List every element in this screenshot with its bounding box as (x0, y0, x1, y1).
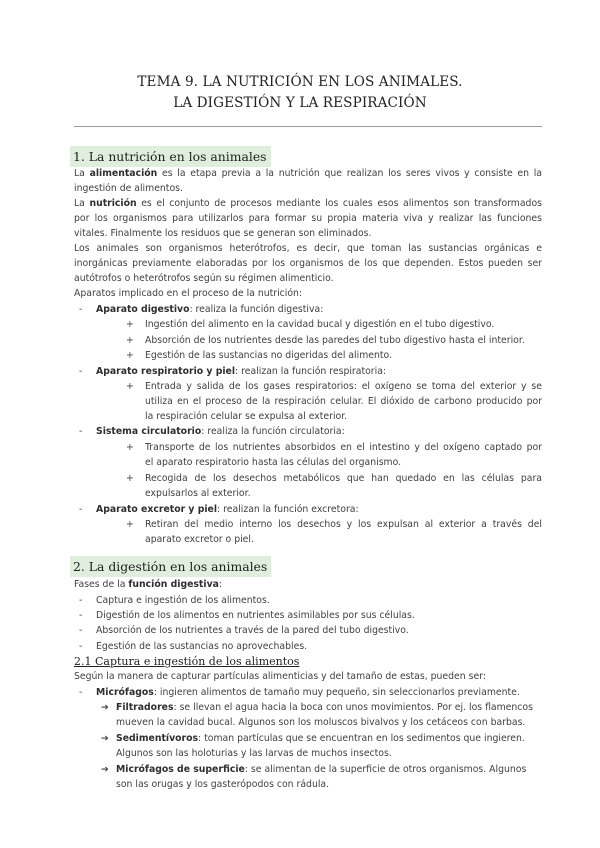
bullet-dash: - (79, 595, 83, 606)
list-item-sistema-circulatorio: Sistema circulatorio: realiza la función circulatoria: (96, 426, 345, 437)
paragraph-aparatos-intro: Aparatos implicado en el proceso de la nutrición: (74, 288, 303, 299)
list-item-digestivo-1: Ingestión del alimento en la cavidad bucal y digestión en el tubo digestivo. (145, 319, 495, 330)
list-item-microfagos: Micrófagos: ingieren alimentos de tamaño muy pequeño, sin seleccionarlos previamente. (96, 687, 520, 698)
list-item-fase-3: Absorción de los nutrientes a través de la pared del tubo digestivo. (96, 625, 409, 636)
arrow-bullet-icon: ➔ (101, 764, 109, 775)
bullet-plus: + (126, 442, 134, 453)
list-item-excretor-1-line-2: aparato excretor o piel. (145, 534, 254, 545)
arrow-bullet-icon: ➔ (101, 733, 109, 744)
bullet-dash: - (79, 426, 83, 437)
bullet-dash: - (79, 304, 83, 315)
list-item-respiratorio-1-line-1: Entrada y salida de los gases respiratorios: el oxígeno se toma del exterior y se (145, 381, 542, 392)
bullet-plus: + (126, 381, 134, 392)
list-item-digestivo-2: Absorción de los nutrientes desde las paredes del tubo digestivo hasta el interior. (145, 335, 525, 346)
list-item-filtradores-line-1: Filtradores: se llevan el agua hacia la boca con unos movimientos. Por ej. los flamencos (116, 702, 533, 713)
list-item-respiratorio-1-line-2: utiliza en el proceso de la respiración celular. El dióxido de carbono producido por (145, 396, 542, 407)
list-item-digestivo-3: Egestión de las sustancias no digeridas del alimento. (145, 350, 393, 361)
subsection-2-1-heading: 2.1 Captura e ingestión de los alimentos (74, 655, 300, 668)
bullet-dash: - (79, 625, 83, 636)
bullet-dash: - (79, 610, 83, 621)
list-item-superficie-line-1: Micrófagos de superficie: se alimentan de la superficie de otros organismos. Algunos (116, 764, 527, 775)
list-item-aparato-digestivo: Aparato digestivo: realiza la función digestiva: (96, 304, 324, 315)
title-divider (74, 126, 542, 127)
list-item-filtradores-line-2: mueven la cavidad bucal. Algunos son los moluscos bivalvos y los cetáceos con barbas. (116, 717, 526, 728)
list-item-sedimentivoros-line-2: Algunos son las holoturias y las larvas de muchos insectos. (116, 748, 392, 759)
paragraph-alimentacion-line-1: La alimentación es la etapa previa a la nutrición que realizan los seres vivos y consiste en la (74, 168, 542, 179)
paragraph-nutricion-line-2: por los organismos para utilizarlos para formar su propia materia viva y realizar las funciones (74, 213, 542, 224)
list-item-fase-1: Captura e ingestión de los alimentos. (96, 595, 270, 606)
list-item-aparato-excretor: Aparato excretor y piel: realizan la función excretora: (96, 504, 359, 515)
list-item-fase-4: Egestión de las sustancias no aprovechables. (96, 641, 308, 652)
section-2-heading: 2. La digestión en los animales (70, 556, 271, 577)
paragraph-captura-intro: Según la manera de capturar partículas alimenticias y del tamaño de estas, pueden ser: (74, 671, 486, 682)
bullet-plus: + (126, 335, 134, 346)
bullet-plus: + (126, 350, 134, 361)
paragraph-heterotrofos-line-3: autótrofos o heterótrofos según su régimen alimenticio. (74, 273, 334, 284)
bullet-plus: + (126, 519, 134, 530)
list-item-circulatorio-2-line-1: Recogida de los desechos metabólicos que han quedado en las células para (145, 473, 542, 484)
document-title-line-2: LA DIGESTIÓN Y LA RESPIRACIÓN (173, 95, 427, 111)
bullet-dash: - (79, 641, 83, 652)
bullet-dash: - (79, 366, 83, 377)
paragraph-fases-intro: Fases de la función digestiva: (74, 579, 223, 590)
paragraph-heterotrofos-line-2: inorgánicas previamente elaboradas por los organismos de los que dependen. Estos pueden ser (74, 258, 542, 269)
list-item-circulatorio-1-line-2: el aparato respiratorio hasta las células del organismo. (145, 457, 402, 468)
bullet-plus: + (126, 473, 134, 484)
term-nutricion: nutrición (89, 198, 137, 209)
list-item-sedimentivoros-line-1: Sedimentívoros: toman partículas que se encuentran en los sedimentos que ingieren. (116, 733, 525, 744)
document-title-line-1: TEMA 9. LA NUTRICIÓN EN LOS ANIMALES. (137, 74, 463, 90)
arrow-bullet-icon: ➔ (101, 702, 109, 713)
list-item-respiratorio-1-line-3: la respiración celular se expulsa al exterior. (145, 411, 348, 422)
section-1-heading: 1. La nutrición en los animales (70, 146, 271, 167)
list-item-fase-2: Digestión de los alimentos en nutrientes asimilables por sus células. (96, 610, 415, 621)
paragraph-nutricion-line-3: vitales. Finalmente los residuos que se generan son eliminados. (74, 228, 372, 239)
bullet-dash: - (79, 504, 83, 515)
list-item-circulatorio-2-line-2: expulsarlos al exterior. (145, 488, 251, 499)
list-item-aparato-respiratorio: Aparato respiratorio y piel: realizan la función respiratoria: (96, 366, 387, 377)
term-alimentacion: alimentación (89, 168, 158, 179)
paragraph-alimentacion-line-2: ingestión de alimentos. (74, 183, 183, 194)
list-item-circulatorio-1-line-1: Transporte de los nutrientes absorbidos en el intestino y del oxígeno captado por (145, 442, 542, 453)
paragraph-nutricion-line-1: La nutrición es el conjunto de procesos mediante los cuales esos alimentos son transformados (74, 198, 542, 209)
list-item-excretor-1-line-1: Retiran del medio interno los desechos y los expulsan al exterior a través del (145, 519, 542, 530)
list-item-superficie-line-2: son las orugas y los gasterópodos con rádula. (116, 779, 330, 790)
bullet-dash: - (79, 687, 83, 698)
bullet-plus: + (126, 319, 134, 330)
paragraph-heterotrofos-line-1: Los animales son organismos heterótrofos, es decir, que toman las sustancias orgánicas e (74, 243, 542, 254)
